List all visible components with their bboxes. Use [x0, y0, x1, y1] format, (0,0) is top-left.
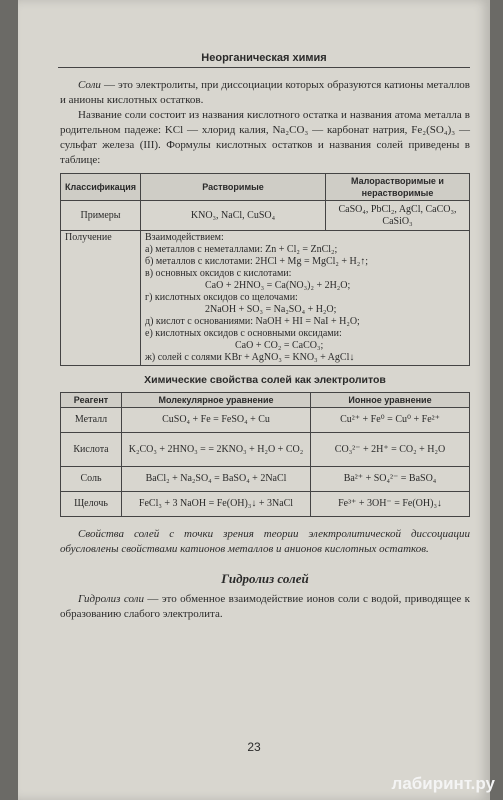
salt-def-text: — это электролиты, при диссоциации которых образуются катионы металлов и анионы кислотных остатков.	[60, 79, 470, 106]
soluble-examples: KNO₃, NaCl, CuSO₄	[141, 201, 326, 231]
col-soluble: Растворимые	[141, 174, 326, 201]
molecular-cell: FeCl₃ + 3 NaOH = Fe(OH)₃↓ + 3NaCl	[122, 492, 311, 517]
properties-table	[60, 392, 470, 517]
naming-paragraph: Название соли состоит из названия кислотного остатка и названия атома металла в родительном падеже: KCl — хлорид калия, Na₂CO₃ — карбонат натрия, Fe₂(SO₄)₃ — сульфат железа (III). Формулы кислотных остатков и названия солей приведены в таблице:	[60, 109, 470, 166]
col-reagent: Реагент	[61, 393, 122, 408]
col-ionic: Ионное уравнение	[311, 393, 470, 408]
running-header: Неорганическая химия	[58, 52, 470, 68]
book-page	[18, 0, 490, 800]
table-header-row	[61, 393, 470, 408]
method-line: CaO + CO₂ = CaCO₃;	[235, 340, 324, 351]
watermark-logo: лабиринт.ру	[391, 774, 495, 793]
section-title: Химические свойства солей как электролитов	[144, 374, 386, 386]
table-row	[61, 492, 470, 517]
salt-definition	[60, 78, 470, 108]
term-hydrolysis: Гидролиз соли	[78, 593, 144, 605]
molecular-cell: BaCl₂ + Na₂SO₄ = BaSO₄ + 2NaCl	[122, 467, 311, 492]
ionic-cell: Ba²⁺ + SO₄²⁻ = BaSO₄	[311, 467, 470, 492]
table-header-row	[61, 174, 470, 201]
hydrolysis-definition	[60, 592, 470, 622]
table-row	[61, 201, 470, 231]
molecular-cell: K₂CO₃ + 2HNO₃ = = 2KNO₃ + H₂O + CO₂	[122, 433, 311, 467]
method-line: д) кислот с основаниями: NaOH + HI = NaI + H₂O;	[145, 316, 360, 327]
method-line: а) металлов с неметаллами: Zn + Cl₂ = ZnCl₂;	[145, 244, 338, 255]
reagent-cell: Кислота	[61, 433, 122, 467]
ionic-cell: Cu²⁺ + Fe⁰ = Cu⁰ + Fe²⁺	[311, 408, 470, 433]
table-row	[61, 231, 470, 366]
insoluble-examples: CaSO₄, PbCl₂, AgCl, CaCO₃, CaSiO₃	[326, 201, 470, 231]
method-line: г) кислотных оксидов со щелочами:	[145, 292, 298, 303]
ionic-cell: CO₃²⁻ + 2H⁺ = CO₂ + H₂O	[311, 433, 470, 467]
italic-note: Свойства солей с точки зрения теории электролитической диссоциации обусловлены свойствами катионов металлов и анионов кислотных остатков.	[60, 528, 470, 555]
table-row	[61, 433, 470, 467]
col-classification: Классификация	[61, 174, 141, 201]
reagent-cell: Металл	[61, 408, 122, 433]
page-number: 23	[247, 740, 261, 754]
method-line: б) металлов с кислотами: 2HCl + Mg = MgCl₂ + H₂↑;	[145, 256, 369, 267]
method-line: 2NaOH + SO₃ = Na₂SO₄ + H₂O;	[205, 304, 337, 315]
method-line: Взаимодействием:	[145, 232, 224, 243]
methods-list	[141, 231, 470, 366]
molecular-cell: CuSO₄ + Fe = FeSO₄ + Cu	[122, 408, 311, 433]
col-molecular: Молекулярное уравнение	[122, 393, 311, 408]
row-label-examples: Примеры	[61, 201, 141, 231]
table-row	[61, 408, 470, 433]
ionic-cell: Fe³⁺ + 3OH⁻ = Fe(OH)₃↓	[311, 492, 470, 517]
col-insoluble: Малорастворимые и нерастворимые	[326, 174, 470, 201]
term-salts: Соли	[78, 79, 101, 91]
hydrolysis-title: Гидролиз солей	[221, 571, 309, 586]
table-row	[61, 467, 470, 492]
method-line: CaO + 2HNO₃ = Ca(NO₃)₂ + 2H₂O;	[205, 280, 351, 291]
method-line: ж) солей с солями KBr + AgNO₃ = KNO₃ + AgCl↓	[145, 352, 355, 363]
salts-table	[60, 173, 470, 366]
page-body	[60, 78, 470, 622]
method-line: в) основных оксидов с кислотами:	[145, 268, 292, 279]
hydrolysis-def-text: — это обменное взаимодействие ионов соли с водой, приводящее к образованию слабого электролита.	[60, 593, 470, 620]
reagent-cell: Соль	[61, 467, 122, 492]
row-label-obtain: Получение	[61, 231, 141, 366]
reagent-cell: Щелочь	[61, 492, 122, 517]
method-line: е) кислотных оксидов с основными оксидами:	[145, 328, 342, 339]
